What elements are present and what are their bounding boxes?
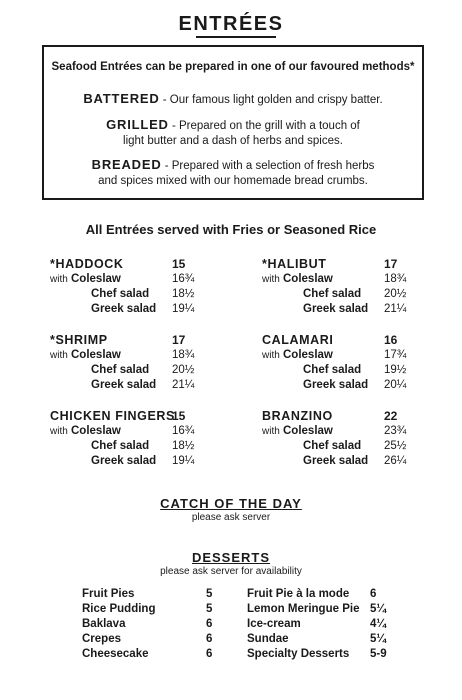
greek-salad-price: 21¼ bbox=[172, 379, 195, 391]
catch-of-the-day-note: please ask server bbox=[191, 512, 271, 523]
with-prefix: with bbox=[262, 426, 280, 437]
page-title: ENTRÉES bbox=[178, 13, 284, 35]
entree-price: 17 bbox=[384, 257, 398, 271]
chef-salad-option: Chef salad bbox=[303, 288, 362, 300]
chef-salad-option: Chef salad bbox=[303, 440, 362, 452]
entree-name: CHICKEN FINGERS bbox=[50, 409, 175, 423]
dessert-name: Fruit Pie à la mode bbox=[247, 588, 350, 600]
coleslaw-price: 16¾ bbox=[172, 273, 195, 285]
method-description: - Our famous light golden and crispy batter. bbox=[159, 94, 383, 106]
desserts-note: please ask server for availability bbox=[160, 566, 302, 577]
entree-price: 17 bbox=[172, 333, 186, 347]
coleslaw-label: Coleslaw bbox=[71, 349, 121, 361]
dessert-name: Sundae bbox=[247, 633, 289, 645]
chef-salad-price: 25½ bbox=[384, 440, 407, 452]
coleslaw-option bbox=[262, 425, 333, 437]
greek-salad-option: Greek salad bbox=[303, 455, 369, 467]
greek-salad-price: 19¼ bbox=[172, 303, 195, 315]
greek-salad-price: 20¼ bbox=[384, 379, 407, 391]
dessert-price: 6 bbox=[370, 588, 377, 600]
dessert-name: Cheesecake bbox=[82, 648, 149, 660]
coleslaw-label: Coleslaw bbox=[71, 273, 121, 285]
coleslaw-option bbox=[262, 273, 333, 285]
dessert-name: Baklava bbox=[82, 618, 126, 630]
chef-salad-price: 18½ bbox=[172, 288, 195, 300]
coleslaw-option bbox=[50, 425, 121, 437]
method-name: GRILLED bbox=[106, 117, 169, 132]
entree-name: *HADDOCK bbox=[50, 257, 124, 271]
dessert-price: 6 bbox=[206, 633, 213, 645]
method-description-line2: light butter and a dash of herbs and spices. bbox=[123, 135, 343, 147]
method-battered bbox=[44, 91, 422, 108]
catch-of-the-day-title: CATCH OF THE DAY bbox=[160, 496, 302, 511]
desserts-title: DESSERTS bbox=[191, 550, 271, 565]
entree-price: 22 bbox=[384, 409, 398, 423]
with-prefix: with bbox=[50, 274, 68, 285]
entree-price: 16 bbox=[384, 333, 398, 347]
chef-salad-price: 20½ bbox=[172, 364, 195, 376]
dessert-price: 6 bbox=[206, 648, 213, 660]
greek-salad-price: 21¼ bbox=[384, 303, 407, 315]
chef-salad-option: Chef salad bbox=[91, 364, 150, 376]
method-description: - Prepared on the grill with a touch of bbox=[168, 120, 360, 132]
coleslaw-option bbox=[262, 349, 333, 361]
dessert-price: 5¼ bbox=[370, 633, 386, 645]
chef-salad-option: Chef salad bbox=[91, 440, 150, 452]
chef-salad-price: 20½ bbox=[384, 288, 407, 300]
entree-name: *SHRIMP bbox=[50, 333, 108, 347]
method-description-line2: and spices mixed with our homemade bread crumbs. bbox=[98, 175, 368, 187]
method-grilled bbox=[44, 117, 422, 149]
with-prefix: with bbox=[262, 350, 280, 361]
title-underline bbox=[196, 36, 276, 38]
entree-price: 15 bbox=[172, 257, 186, 271]
dessert-price: 4¼ bbox=[370, 618, 386, 630]
with-prefix: with bbox=[50, 426, 68, 437]
greek-salad-option: Greek salad bbox=[91, 455, 157, 467]
coleslaw-label: Coleslaw bbox=[283, 425, 333, 437]
entree-name: CALAMARI bbox=[262, 333, 334, 347]
chef-salad-price: 18½ bbox=[172, 440, 195, 452]
chef-salad-option: Chef salad bbox=[303, 364, 362, 376]
dessert-price: 5 bbox=[206, 588, 213, 600]
chef-salad-option: Chef salad bbox=[91, 288, 150, 300]
coleslaw-option bbox=[50, 349, 121, 361]
greek-salad-price: 26¼ bbox=[384, 455, 407, 467]
coleslaw-option bbox=[50, 273, 121, 285]
entree-price: 15 bbox=[172, 409, 186, 423]
with-prefix: with bbox=[50, 350, 68, 361]
method-name: BREADED bbox=[91, 157, 162, 172]
entree-name: *HALIBUT bbox=[262, 257, 327, 271]
dessert-name: Lemon Meringue Pie bbox=[247, 603, 360, 615]
dessert-price: 5 bbox=[206, 603, 213, 615]
dessert-name: Specialty Desserts bbox=[247, 648, 350, 660]
entree-name: BRANZINO bbox=[262, 409, 333, 423]
preparation-box bbox=[42, 45, 424, 200]
method-name: BATTERED bbox=[83, 91, 160, 106]
greek-salad-option: Greek salad bbox=[91, 379, 157, 391]
dessert-name: Fruit Pies bbox=[82, 588, 135, 600]
dessert-price: 5¼ bbox=[370, 603, 386, 615]
dessert-name: Crepes bbox=[82, 633, 121, 645]
coleslaw-label: Coleslaw bbox=[283, 349, 333, 361]
coleslaw-label: Coleslaw bbox=[71, 425, 121, 437]
dessert-name: Ice-cream bbox=[247, 618, 301, 630]
greek-salad-option: Greek salad bbox=[303, 303, 369, 315]
coleslaw-price: 18¾ bbox=[172, 349, 195, 361]
greek-salad-option: Greek salad bbox=[91, 303, 157, 315]
method-description: - Prepared with a selection of fresh herbs bbox=[161, 160, 375, 172]
coleslaw-price: 18¾ bbox=[384, 273, 407, 285]
dessert-name: Rice Pudding bbox=[82, 603, 156, 615]
chef-salad-price: 19½ bbox=[384, 364, 407, 376]
coleslaw-price: 23¾ bbox=[384, 425, 407, 437]
served-with-note: All Entrées served with Fries or Seasoned Rice bbox=[85, 222, 377, 237]
preparation-intro: Seafood Entrées can be prepared in one of our favoured methods* bbox=[51, 61, 415, 73]
greek-salad-price: 19¼ bbox=[172, 455, 195, 467]
coleslaw-price: 16¾ bbox=[172, 425, 195, 437]
coleslaw-price: 17¾ bbox=[384, 349, 407, 361]
dessert-price: 6 bbox=[206, 618, 213, 630]
method-breaded bbox=[44, 157, 422, 189]
coleslaw-label: Coleslaw bbox=[283, 273, 333, 285]
dessert-price: 5-9 bbox=[370, 648, 387, 660]
with-prefix: with bbox=[262, 274, 280, 285]
greek-salad-option: Greek salad bbox=[303, 379, 369, 391]
